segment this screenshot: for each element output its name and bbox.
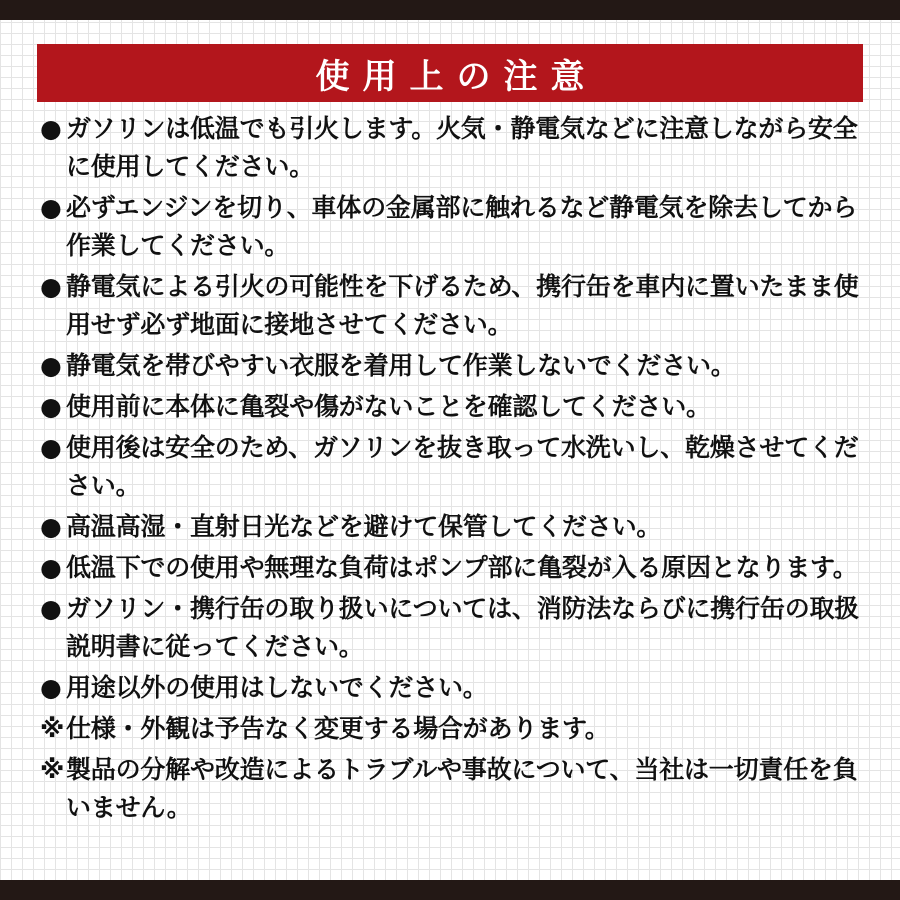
note-marker: ※ xyxy=(40,755,65,784)
caution-item xyxy=(40,189,868,265)
page-title: 使用上の注意 xyxy=(315,56,598,97)
top-frame-bar xyxy=(0,0,900,20)
caution-item xyxy=(40,590,868,666)
disclaimer-item xyxy=(40,710,868,748)
bottom-frame-bar xyxy=(0,880,900,900)
caution-item xyxy=(40,429,868,505)
bullet-marker: ● xyxy=(40,272,62,301)
caution-text: 使用後は安全のため、ガソリンを抜き取って水洗いし、乾燥させてください。 xyxy=(66,433,859,500)
caution-text: 静電気を帯びやすい衣服を着用して作業しないでください。 xyxy=(66,351,736,380)
caution-text: ガソリン・携行缶の取り扱いについては、消防法ならびに携行缶の取扱説明書に従ってください。 xyxy=(66,594,860,661)
caution-item xyxy=(40,388,868,426)
bullet-marker: ● xyxy=(40,553,62,582)
bullet-marker: ● xyxy=(40,392,62,421)
bullet-marker: ● xyxy=(40,193,62,222)
disclaimer-item xyxy=(40,751,868,827)
caution-text: 使用前に本体に亀裂や傷がないことを確認してください。 xyxy=(66,392,711,421)
caution-item xyxy=(40,508,868,546)
disclaimer-text: 仕様・外観は予告なく変更する場合があります。 xyxy=(66,714,610,743)
disclaimer-text: 製品の分解や改造によるトラブルや事故について、当社は一切責任を負いません。 xyxy=(66,755,858,822)
bullet-marker: ● xyxy=(40,673,62,702)
caution-item xyxy=(40,669,868,707)
caution-text: 高温高湿・直射日光などを避けて保管してください。 xyxy=(66,512,662,541)
caution-item xyxy=(40,110,868,186)
bullet-marker: ● xyxy=(40,114,62,143)
caution-item xyxy=(40,549,868,587)
caution-text: ガソリンは低温でも引火します。火気・静電気などに注意しながら安全に使用してください。 xyxy=(66,114,858,181)
caution-text: 低温下での使用や無理な負荷はポンプ部に亀裂が入る原因となります。 xyxy=(66,553,858,582)
bullet-marker: ● xyxy=(40,351,62,380)
title-banner xyxy=(37,44,863,102)
caution-text: 必ずエンジンを切り、車体の金属部に触れるなど静電気を除去してから作業してください。 xyxy=(66,193,858,260)
bullet-marker: ● xyxy=(40,594,62,623)
bullet-marker: ● xyxy=(40,433,62,462)
bullet-marker: ● xyxy=(40,512,62,541)
caution-list xyxy=(40,110,868,830)
caution-text: 用途以外の使用はしないでください。 xyxy=(66,673,488,702)
caution-item xyxy=(40,268,868,344)
caution-item xyxy=(40,347,868,385)
caution-text: 静電気による引火の可能性を下げるため、携行缶を車内に置いたまま使用せず必ず地面に接地させてください。 xyxy=(66,272,859,339)
note-marker: ※ xyxy=(40,714,65,743)
